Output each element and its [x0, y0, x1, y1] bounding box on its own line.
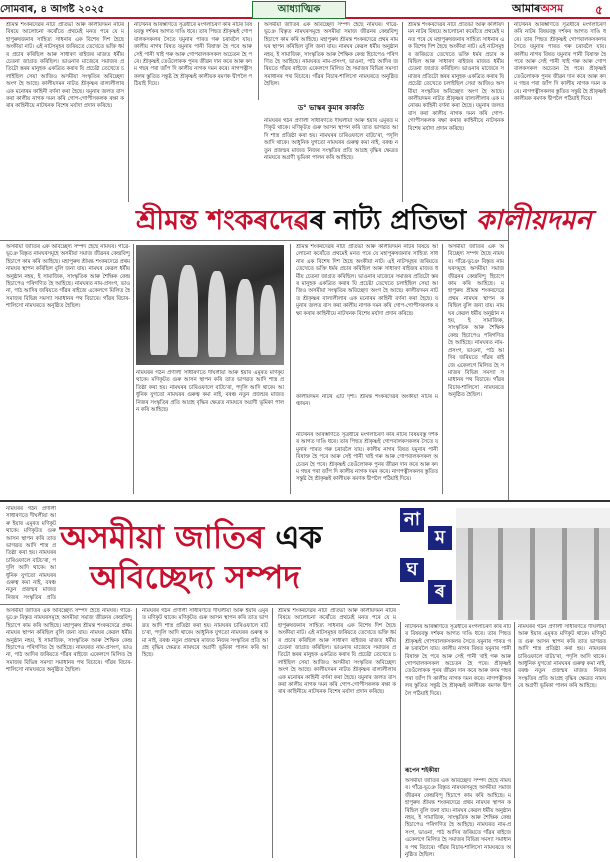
- headline-middle: ৰ নাট্য প্ৰতিভা: [309, 205, 476, 236]
- hall-pillar: [530, 528, 535, 620]
- masthead-brand: [512, 1, 590, 17]
- headline2-black: এক: [264, 518, 323, 556]
- dancer-figure: [150, 275, 168, 355]
- hall-pillar: [562, 528, 567, 620]
- section-rule: [0, 604, 400, 605]
- article2-text-4: নাটখনৰ আৰম্ভণিতে সূত্ৰধাৰে মংগলাচৰণ কৰি নাটৰ বিষয়বস্তু দৰ্শকৰ আগত দাঙি ধৰে। তাৰ পিছত শ্ৰীকৃষ্ণই গোপবালকসকলৰ সৈতে যমুনাৰ পাৰত গৰু চৰাবলৈ যায়। কালীয় নাগৰ বিষত যমুনাৰ পানী বিষাক্ত হৈ পৰে আৰু সেই পানী খাই গৰু আৰু গোপবালকসকল অচেতন হৈ পৰে। শ্ৰীকৃষ্ণই তেওঁলোকক পুনৰ জীৱন দান কৰে আৰু কদম গছৰ পৰা জাঁপ দি কালীয় নাগক দমন কৰে। নাগপত্নীসকলৰ স্তুতিত সন্তুষ্ট হৈ শ্ৰীকৃষ্ণই কালীয়ক ৰমণক দ্বীপলৈ পঠিয়াই দিয়ে।: [405, 624, 511, 697]
- namghar-letter: না: [400, 508, 424, 532]
- article2-text-3: শ্ৰীমন্ত শংকৰদেৱৰ নাট্য প্ৰতিভা আৰু কালীয়দমন নাটৰ বিষয়ে আলোচনা কৰোঁতে প্ৰথমেই মনত পৰে যে মহাপুৰুষজনাৰ সাহিত্য সাধনাৰ এক বিশেষ দিশ হৈছে অংকীয়া নাট। এই নাটসমূহৰ জৰিয়তে তেখেতে ভক্তি ধৰ্মৰ প্ৰচাৰ কৰিছিল আৰু সাধাৰণ ৰাইজৰ মাজত ধৰ্মীয় চেতনা জাগ্ৰত কৰিছিল। ভাওনাৰ মাজেৰে সমাজৰ প্ৰতিটো স্তৰৰ মানুহক একত্ৰিত কৰাৰ যি প্ৰচেষ্টা তেখেতে চলাইছিল সেয়া আজিও অসমীয়া সংস্কৃতিৰ অবিচ্ছেদ্য অংগ হৈ আছে। কালীয়দমন নাটত শ্ৰীকৃষ্ণৰ বাল্যলীলাৰ এক মনোৰম কাহিনী বৰ্ণনা কৰা হৈছে। যমুনাৰ জলত বাস কৰা কালীয় নাগক দমন কৰি গোপ-গোপীসকলক ৰক্ষা কৰাৰ কাহিনীয়ে নাটখনক বিশেষ মৰ্যাদা প্ৰদান কৰিছে।: [278, 608, 396, 696]
- article1-byline: ড° ভাস্কৰ কুমাৰ কাকতি: [297, 104, 365, 112]
- headline-highlight: শ্ৰীমন্ত শংকৰদেৱ: [136, 205, 310, 236]
- article2-headline-line1: [60, 516, 390, 558]
- column-divider: [136, 608, 137, 858]
- namghar-letter: ৰ: [428, 580, 452, 604]
- article2-text-1: অসমীয়া জাতিৰ এক অবিচ্ছেদ্য সম্পদ হৈছে নামঘৰ। গাঁৱে-ভূঞে বিস্তৃত নামঘৰসমূহে অসমীয়া সমাজ জীৱনৰ কেন্দ্ৰবিন্দু হিচাপে কাম কৰি আহিছে। মহাপুৰুষ শ্ৰীমন্ত শংকৰদেৱে প্ৰথম নামঘৰ স্থাপন কৰিছিল বুলি জনা যায়। নামঘৰ কেৱল ধৰ্মীয় অনুষ্ঠান নহয়, ই সামাজিক, সাংস্কৃতিক আৰু শৈক্ষিক কেন্দ্ৰ হিচাপেও পৰিগণিত হৈ আহিছে। নামঘৰত নাম-প্ৰসংগ, ভাওনা, পাঠ আদিৰ জৰিয়তে গাঁৱৰ ৰাইজে একেলগে মিলিত হৈ সমাজৰ বিভিন্ন সমস্যা সমাধানৰ পথ বিচাৰে। গাঁৱৰ বিচাৰ-শালিসো নামঘৰতে অনুষ্ঠিত হৈছিল।: [6, 608, 132, 674]
- column-divider: [290, 244, 291, 494]
- article1-text-1: অসমীয়া জাতিৰ এক অবিচ্ছেদ্য সম্পদ হৈছে নামঘৰ। গাঁৱে-ভূঞে বিস্তৃত নামঘৰসমূহে অসমীয়া সমাজ জীৱনৰ কেন্দ্ৰবিন্দু হিচাপে কাম কৰি আহিছে। মহাপুৰুষ শ্ৰীমন্ত শংকৰদেৱে প্ৰথম নামঘৰ স্থাপন কৰিছিল বুলি জনা যায়। নামঘৰ কেৱল ধৰ্মীয় অনুষ্ঠান নহয়, ই সামাজিক, সাংস্কৃতিক আৰু শৈক্ষিক কেন্দ্ৰ হিচাপেও পৰিগণিত হৈ আহিছে। নামঘৰত নাম-প্ৰসংগ, ভাওনা, পাঠ আদিৰ জৰিয়তে গাঁৱৰ ৰাইজে একেলগে মিলিত হৈ সমাজৰ বিভিন্ন সমস্যা সমাধানৰ পথ বিচাৰে। গাঁৱৰ বিচাৰ-শালিসো নামঘৰতে অনুষ্ঠিত হৈছিল।: [6, 244, 130, 310]
- photo-caption: কালীয়দমন নাটৰ এটি দৃশ্য। শ্ৰীমন্ত শংকৰদেৱৰ অংকীয়া নাটৰ মঞ্চায়ন।: [296, 394, 438, 408]
- namghar-letter: ম: [428, 526, 452, 550]
- column-divider: [272, 608, 273, 858]
- article1-headline: [136, 203, 596, 239]
- article1-text-2: নামঘৰৰ গঠন প্ৰণালী সাধাৰণতে দীঘলীয়া আৰু ইয়াৰ এমূৰত মণিকূট থাকে। মণিকূটত গুৰু আসন স্থাপন কৰি তাত ভাগৱত আদি শাস্ত্ৰ প্ৰতিষ্ঠা কৰা হয়। নামঘৰৰ চাৰিওফালে বাটচ'ৰা, পদূলি আদি থাকে। আধুনিক যুগতো নামঘৰৰ গুৰুত্ব কমা নাই, বৰঞ্চ নতুন প্ৰজন্মৰ মাজত নিজৰ সংস্কৃতিৰ প্ৰতি আগ্ৰহ বৃদ্ধিৰ ক্ষেত্ৰত নামঘৰে অগ্ৰণী ভূমিকা পালন কৰি আহিছে।: [136, 370, 284, 414]
- column-divider: [133, 244, 134, 494]
- column-divider: [508, 22, 509, 502]
- dancer-figure: [208, 271, 226, 357]
- dancer-figure: [260, 285, 276, 355]
- namghar-letter: ঘ: [400, 558, 424, 582]
- brand-mark: অসম: [540, 2, 564, 15]
- namghar-title-block: [400, 508, 456, 618]
- body-text-col-5: নাটখনৰ আৰম্ভণিতে সূত্ৰধাৰে মংগলাচৰণ কৰি নাটৰ বিষয়বস্তু দৰ্শকৰ আগত দাঙি ধৰে। তাৰ পিছত শ্ৰীকৃষ্ণই গোপবালকসকলৰ সৈতে যমুনাৰ পাৰত গৰু চৰাবলৈ যায়। কালীয় নাগৰ বিষত যমুনাৰ পানী বিষাক্ত হৈ পৰে আৰু সেই পানী খাই গৰু আৰু গোপবালকসকল অচেতন হৈ পৰে। শ্ৰীকৃষ্ণই তেওঁলোকক পুনৰ জীৱন দান কৰে আৰু কদম গছৰ পৰা জাঁপ দি কালীয় নাগক দমন কৰে। নাগপত্নীসকলৰ স্তুতিত সন্তুষ্ট হৈ শ্ৰীকৃষ্ণই কালীয়ক ৰমণক দ্বীপলৈ পঠিয়াই দিয়ে।: [514, 22, 606, 103]
- body-text-col-2: নাটখনৰ আৰম্ভণিতে সূত্ৰধাৰে মংগলাচৰণ কৰি নাটৰ বিষয়বস্তু দৰ্শকৰ আগত দাঙি ধৰে। তাৰ পিছত শ্ৰীকৃষ্ণই গোপবালকসকলৰ সৈতে যমুনাৰ পাৰত গৰু চৰাবলৈ যায়। কালীয় নাগৰ বিষত যমুনাৰ পানী বিষাক্ত হৈ পৰে আৰু সেই পানী খাই গৰু আৰু গোপবালকসকল অচেতন হৈ পৰে। শ্ৰীকৃষ্ণই তেওঁলোকক পুনৰ জীৱন দান কৰে আৰু কদম গছৰ পৰা জাঁপ দি কালীয় নাগক দমন কৰে। নাগপত্নীসকলৰ স্তুতিত সন্তুষ্ট হৈ শ্ৰীকৃষ্ণই কালীয়ক ৰমণক দ্বীপলৈ পঠিয়াই দিয়ে।: [134, 22, 252, 88]
- body-text-col-4: শ্ৰীমন্ত শংকৰদেৱৰ নাট্য প্ৰতিভা আৰু কালীয়দমন নাটৰ বিষয়ে আলোচনা কৰোঁতে প্ৰথমেই মনত পৰে যে মহাপুৰুষজনাৰ সাহিত্য সাধনাৰ এক বিশেষ দিশ হৈছে অংকীয়া নাট। এই নাটসমূহৰ জৰিয়তে তেখেতে ভক্তি ধৰ্মৰ প্ৰচাৰ কৰিছিল আৰু সাধাৰণ ৰাইজৰ মাজত ধৰ্মীয় চেতনা জাগ্ৰত কৰিছিল। ভাওনাৰ মাজেৰে সমাজৰ প্ৰতিটো স্তৰৰ মানুহক একত্ৰিত কৰাৰ যি প্ৰচেষ্টা তেখেতে চলাইছিল সেয়া আজিও অসমীয়া সংস্কৃতিৰ অবিচ্ছেদ্য অংগ হৈ আছে। কালীয়দমন নাটত শ্ৰীকৃষ্ণৰ বাল্যলীলাৰ এক মনোৰম কাহিনী বৰ্ণনা কৰা হৈছে। যমুনাৰ জলত বাস কৰা কালীয় নাগক দমন কৰি গোপ-গোপীসকলক ৰক্ষা কৰাৰ কাহিনীয়ে নাটখনক বিশেষ মৰ্যাদা প্ৰদান কৰিছে।: [408, 22, 504, 132]
- hall-pillar: [468, 528, 473, 620]
- section-rule: [0, 500, 610, 502]
- article1-text-5: অসমীয়া জাতিৰ এক অবিচ্ছেদ্য সম্পদ হৈছে নামঘৰ। গাঁৱে-ভূঞে বিস্তৃত নামঘৰসমূহে অসমীয়া সমাজ জীৱনৰ কেন্দ্ৰবিন্দু হিচাপে কাম কৰি আহিছে। মহাপুৰুষ শ্ৰীমন্ত শংকৰদেৱে প্ৰথম নামঘৰ স্থাপন কৰিছিল বুলি জনা যায়। নামঘৰ কেৱল ধৰ্মীয় অনুষ্ঠান নহয়, ই সামাজিক, সাংস্কৃতিক আৰু শৈক্ষিক কেন্দ্ৰ হিচাপেও পৰিগণিত হৈ আহিছে। নামঘৰত নাম-প্ৰসংগ, ভাওনা, পাঠ আদিৰ জৰিয়তে গাঁৱৰ ৰাইজে একেলগে মিলিত হৈ সমাজৰ বিভিন্ন সমস্যা সমাধানৰ পথ বিচাৰে। গাঁৱৰ বিচাৰ-শালিসো নামঘৰতে অনুষ্ঠিত হৈছিল।: [448, 244, 504, 399]
- article2-headline-line2: অবিচ্ছেদ্য সম্পদ: [90, 558, 301, 596]
- article1-text-3: শ্ৰীমন্ত শংকৰদেৱৰ নাট্য প্ৰতিভা আৰু কালীয়দমন নাটৰ বিষয়ে আলোচনা কৰোঁতে প্ৰথমেই মনত পৰে যে মহাপুৰুষজনাৰ সাহিত্য সাধনাৰ এক বিশেষ দিশ হৈছে অংকীয়া নাট। এই নাটসমূহৰ জৰিয়তে তেখেতে ভক্তি ধৰ্মৰ প্ৰচাৰ কৰিছিল আৰু সাধাৰণ ৰাইজৰ মাজত ধৰ্মীয় চেতনা জাগ্ৰত কৰিছিল। ভাওনাৰ মাজেৰে সমাজৰ প্ৰতিটো স্তৰৰ মানুহক একত্ৰিত কৰাৰ যি প্ৰচেষ্টা তেখেতে চলাইছিল সেয়া আজিও অসমীয়া সংস্কৃতিৰ অবিচ্ছেদ্য অংগ হৈ আছে। কালীয়দমন নাটত শ্ৰীকৃষ্ণৰ বাল্যলীলাৰ এক মনোৰম কাহিনী বৰ্ণনা কৰা হৈছে। যমুনাৰ জলত বাস কৰা কালীয় নাগক দমন কৰি গোপ-গোপীসকলক ৰক্ষা কৰাৰ কাহিনীয়ে নাটখনক বিশেষ মৰ্যাদা প্ৰদান কৰিছে।: [296, 244, 438, 317]
- hall-pillar: [594, 528, 599, 620]
- article2-text-intro: নামঘৰৰ গঠন প্ৰণালী সাধাৰণতে দীঘলীয়া আৰু ইয়াৰ এমূৰত মণিকূট থাকে। মণিকূটত গুৰু আসন স্থাপন কৰি তাত ভাগৱত আদি শাস্ত্ৰ প্ৰতিষ্ঠা কৰা হয়। নামঘৰৰ চাৰিওফালে বাটচ'ৰা, পদূলি আদি থাকে। আধুনিক যুগতো নামঘৰৰ গুৰুত্ব কমা নাই, বৰঞ্চ নতুন প্ৰজন্মৰ মাজত নিজৰ সংস্কৃতিৰ প্ৰতি: [6, 506, 56, 601]
- article1-text-4: নাটখনৰ আৰম্ভণিতে সূত্ৰধাৰে মংগলাচৰণ কৰি নাটৰ বিষয়বস্তু দৰ্শকৰ আগত দাঙি ধৰে। তাৰ পিছত শ্ৰীকৃষ্ণই গোপবালকসকলৰ সৈতে যমুনাৰ পাৰত গৰু চৰাবলৈ যায়। কালীয় নাগৰ বিষত যমুনাৰ পানী বিষাক্ত হৈ পৰে আৰু সেই পানী খাই গৰু আৰু গোপবালকসকল অচেতন হৈ পৰে। শ্ৰীকৃষ্ণই তেওঁলোকক পুনৰ জীৱন দান কৰে আৰু কদম গছৰ পৰা জাঁপ দি কালীয় নাগক দমন কৰে। নাগপত্নীসকলৰ স্তুতিত সন্তুষ্ট হৈ শ্ৰীকৃষ্ণই কালীয়ক ৰমণক দ্বীপলৈ পঠিয়াই দিয়ে।: [296, 432, 438, 483]
- article2-text-2: নামঘৰৰ গঠন প্ৰণালী সাধাৰণতে দীঘলীয়া আৰু ইয়াৰ এমূৰত মণিকূট থাকে। মণিকূটত গুৰু আসন স্থাপন কৰি তাত ভাগৱত আদি শাস্ত্ৰ প্ৰতিষ্ঠা কৰা হয়। নামঘৰৰ চাৰিওফালে বাটচ'ৰা, পদূলি আদি থাকে। আধুনিক যুগতো নামঘৰৰ গুৰুত্ব কমা নাই, বৰঞ্চ নতুন প্ৰজন্মৰ মাজত নিজৰ সংস্কৃতিৰ প্ৰতি আগ্ৰহ বৃদ্ধিৰ ক্ষেত্ৰত নামঘৰে অগ্ৰণী ভূমিকা পালন কৰি আহিছে।: [142, 608, 268, 659]
- issue-date: সোমবাৰ, ৪ আগষ্ট ২০২৫: [0, 4, 105, 15]
- body-text-col-3b: নামঘৰৰ গঠন প্ৰণালী সাধাৰণতে দীঘলীয়া আৰু ইয়াৰ এমূৰত মণিকূট থাকে। মণিকূটত গুৰু আসন স্থাপন কৰি তাত ভাগৱত আদি শাস্ত্ৰ প্ৰতিষ্ঠা কৰা হয়। নামঘৰৰ চাৰিওফালে বাটচ'ৰা, পদূলি আদি থাকে। আধুনিক যুগতো নামঘৰৰ গুৰুত্ব কমা নাই, বৰঞ্চ নতুন প্ৰজন্মৰ মাজত নিজৰ সংস্কৃতিৰ প্ৰতি আগ্ৰহ বৃদ্ধিৰ ক্ষেত্ৰত নামঘৰে অগ্ৰণী ভূমিকা পালন কৰি আহিছে।: [264, 118, 398, 162]
- body-text-col-1: শ্ৰীমন্ত শংকৰদেৱৰ নাট্য প্ৰতিভা আৰু কালীয়দমন নাটৰ বিষয়ে আলোচনা কৰোঁতে প্ৰথমেই মনত পৰে যে মহাপুৰুষজনাৰ সাহিত্য সাধনাৰ এক বিশেষ দিশ হৈছে অংকীয়া নাট। এই নাটসমূহৰ জৰিয়তে তেখেতে ভক্তি ধৰ্মৰ প্ৰচাৰ কৰিছিল আৰু সাধাৰণ ৰাইজৰ মাজত ধৰ্মীয় চেতনা জাগ্ৰত কৰিছিল। ভাওনাৰ মাজেৰে সমাজৰ প্ৰতিটো স্তৰৰ মানুহক একত্ৰিত কৰাৰ যি প্ৰচেষ্টা তেখেতে চলাইছিল সেয়া আজিও অসমীয়া সংস্কৃতিৰ অবিচ্ছেদ্য অংগ হৈ আছে। কালীয়দমন নাটত শ্ৰীকৃষ্ণৰ বাল্যলীলাৰ এক মনোৰম কাহিনী বৰ্ণনা কৰা হৈছে। যমুনাৰ জলত বাস কৰা কালীয় নাগক দমন কৰি গোপ-গোপীসকলক ৰক্ষা কৰাৰ কাহিনীয়ে নাটখনক বিশেষ মৰ্যাদা প্ৰদান কৰিছে।: [6, 22, 124, 110]
- column-divider: [258, 22, 259, 100]
- column-divider: [402, 22, 403, 202]
- section-label: আধ্যাত্মিক: [252, 1, 346, 19]
- column-divider: [514, 622, 515, 858]
- article2-byline: ৰূপেন শইকীয়া: [405, 767, 440, 774]
- headline2-red: অসমীয়া জাতিৰ: [60, 518, 265, 556]
- brand-prefix: আমাৰ: [512, 2, 541, 15]
- article2-text-5: অসমীয়া জাতিৰ এক অবিচ্ছেদ্য সম্পদ হৈছে নামঘৰ। গাঁৱে-ভূঞে বিস্তৃত নামঘৰসমূহে অসমীয়া সমাজ জীৱনৰ কেন্দ্ৰবিন্দু হিচাপে কাম কৰি আহিছে। মহাপুৰুষ শ্ৰীমন্ত শংকৰদেৱে প্ৰথম নামঘৰ স্থাপন কৰিছিল বুলি জনা যায়। নামঘৰ কেৱল ধৰ্মীয় অনুষ্ঠান নহয়, ই সামাজিক, সাংস্কৃতিক আৰু শৈক্ষিক কেন্দ্ৰ হিচাপেও পৰিগণিত হৈ আহিছে। নামঘৰত নাম-প্ৰসংগ, ভাওনা, পাঠ আদিৰ জৰিয়তে গাঁৱৰ ৰাইজে একেলগে মিলিত হৈ সমাজৰ বিভিন্ন সমস্যা সমাধানৰ পথ বিচাৰে। গাঁৱৰ বিচাৰ-শালিসো নামঘৰতে অনুষ্ঠিত হৈছিল।: [405, 778, 511, 858]
- namghar-photo: [456, 508, 610, 620]
- body-text-col-3: অসমীয়া জাতিৰ এক অবিচ্ছেদ্য সম্পদ হৈছে নামঘৰ। গাঁৱে-ভূঞে বিস্তৃত নামঘৰসমূহে অসমীয়া সমাজ জীৱনৰ কেন্দ্ৰবিন্দু হিচাপে কাম কৰি আহিছে। মহাপুৰুষ শ্ৰীমন্ত শংকৰদেৱে প্ৰথম নামঘৰ স্থাপন কৰিছিল বুলি জনা যায়। নামঘৰ কেৱল ধৰ্মীয় অনুষ্ঠান নহয়, ই সামাজিক, সাংস্কৃতিক আৰু শৈক্ষিক কেন্দ্ৰ হিচাপেও পৰিগণিত হৈ আহিছে। নামঘৰত নাম-প্ৰসংগ, ভাওনা, পাঠ আদিৰ জৰিয়তে গাঁৱৰ ৰাইজে একেলগে মিলিত হৈ সমাজৰ বিভিন্ন সমস্যা সমাধানৰ পথ বিচাৰে। গাঁৱৰ বিচাৰ-শালিসো নামঘৰতে অনুষ্ঠিত হৈছিল।: [264, 22, 398, 88]
- dance-photo: [136, 245, 284, 365]
- hall-pillar: [498, 528, 503, 620]
- page-number: ৫: [595, 3, 603, 17]
- dancer-figure: [178, 265, 198, 357]
- column-divider: [400, 622, 401, 858]
- headline-italic: কালীয়দমন: [475, 205, 592, 236]
- section-rule: [0, 240, 508, 241]
- dancer-figure: [236, 279, 254, 355]
- column-divider: [128, 22, 129, 202]
- article2-text-6: নামঘৰৰ গঠন প্ৰণালী সাধাৰণতে দীঘলীয়া আৰু ইয়াৰ এমূৰত মণিকূট থাকে। মণিকূটত গুৰু আসন স্থাপন কৰি তাত ভাগৱত আদি শাস্ত্ৰ প্ৰতিষ্ঠা কৰা হয়। নামঘৰৰ চাৰিওফালে বাটচ'ৰা, পদূলি আদি থাকে। আধুনিক যুগতো নামঘৰৰ গুৰুত্ব কমা নাই, বৰঞ্চ নতুন প্ৰজন্মৰ মাজত নিজৰ সংস্কৃতিৰ প্ৰতি আগ্ৰহ বৃদ্ধিৰ ক্ষেত্ৰত নামঘৰে অগ্ৰণী ভূমিকা পালন কৰি আহিছে।: [518, 624, 606, 690]
- column-divider: [442, 244, 443, 494]
